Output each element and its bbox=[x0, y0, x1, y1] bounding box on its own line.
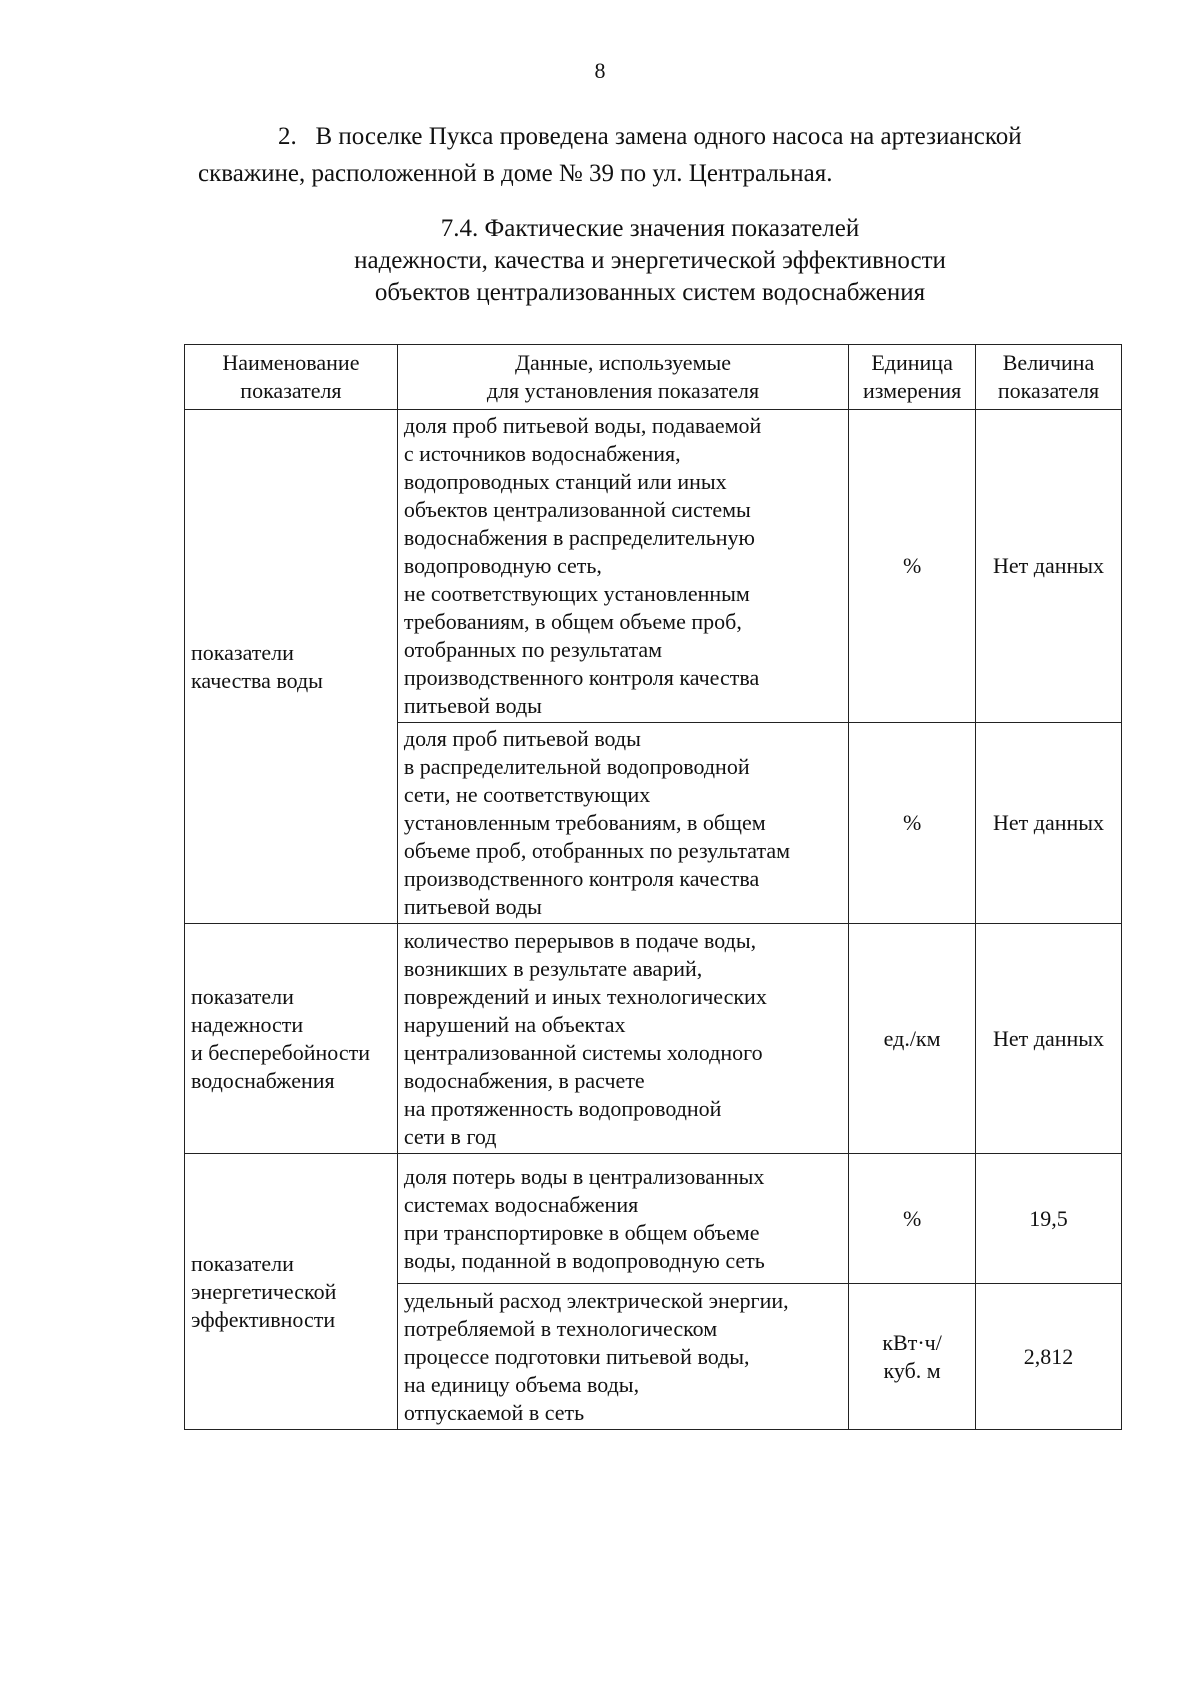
table-header-row bbox=[185, 345, 1122, 410]
row-unit: % bbox=[849, 410, 976, 723]
group-name-energy: показатели энергетической эффективности bbox=[185, 1154, 398, 1430]
table-row bbox=[185, 1154, 1122, 1284]
paragraph-line-1: 2. В поселке Пукса проведена замена одного насоса на артезианской bbox=[278, 123, 1022, 150]
heading-line-1: 7.4. Фактические значения показателей bbox=[440, 215, 860, 242]
table-row bbox=[185, 924, 1122, 1154]
paragraph-line-2: скважине, расположенной в доме № 39 по ул. Центральная. bbox=[198, 160, 833, 187]
heading-line-2: надежности, качества и энергетической эффективности bbox=[354, 247, 946, 274]
header-name: Наименование показателя bbox=[185, 345, 398, 410]
row-data: доля проб питьевой воды, подаваемой с источников водоснабжения, водопроводных станций или иных объектов централизованной системы водоснабжения в распределительную водопроводную сеть, не соответствующих установленным требованиям, в общем объеме проб, отобранных по результатам производственного контроля качества питьевой воды bbox=[397, 410, 848, 723]
row-unit: кВт·ч/ куб. м bbox=[849, 1284, 976, 1430]
header-value: Величина показателя bbox=[976, 345, 1122, 410]
body-paragraph bbox=[198, 118, 1158, 192]
row-unit: ед./км bbox=[849, 924, 976, 1154]
row-value: 2,812 bbox=[976, 1284, 1122, 1430]
group-name-reliability: показатели надежности и бесперебойности водоснабжения bbox=[185, 924, 398, 1154]
header-unit: Единица измерения bbox=[849, 345, 976, 410]
group-name-quality: показатели качества воды bbox=[185, 410, 398, 924]
page-number: 8 bbox=[594, 58, 606, 83]
row-value: Нет данных bbox=[976, 924, 1122, 1154]
row-unit: % bbox=[849, 1154, 976, 1284]
row-data: доля проб питьевой воды в распределительной водопроводной сети, не соответствующих установленным требованиям, в общем объеме проб, отобранных по результатам производственного контроля качества питьевой воды bbox=[397, 723, 848, 924]
header-data: Данные, используемые для установления показателя bbox=[397, 345, 848, 410]
row-value: Нет данных bbox=[976, 410, 1122, 723]
row-data: удельный расход электрической энергии, потребляемой в технологическом процессе подготовки питьевой воды, на единицу объема воды, отпускаемой в сеть bbox=[397, 1284, 848, 1430]
row-value: 19,5 bbox=[976, 1154, 1122, 1284]
row-unit: % bbox=[849, 723, 976, 924]
indicators-table bbox=[184, 344, 1122, 1430]
table-row bbox=[185, 410, 1122, 723]
heading-line-3: объектов централизованных систем водоснабжения bbox=[374, 279, 926, 306]
section-heading bbox=[0, 213, 1200, 309]
row-data: доля потерь воды в централизованных системах водоснабжения при транспортировке в общем объеме воды, поданной в водопроводную сеть bbox=[397, 1154, 848, 1284]
row-value: Нет данных bbox=[976, 723, 1122, 924]
row-data: количество перерывов в подаче воды, возникших в результате аварий, повреждений и иных технологических нарушений на объектах централизованной системы холодного водоснабжения, в расчете на протяженность водопроводной сети в год bbox=[397, 924, 848, 1154]
